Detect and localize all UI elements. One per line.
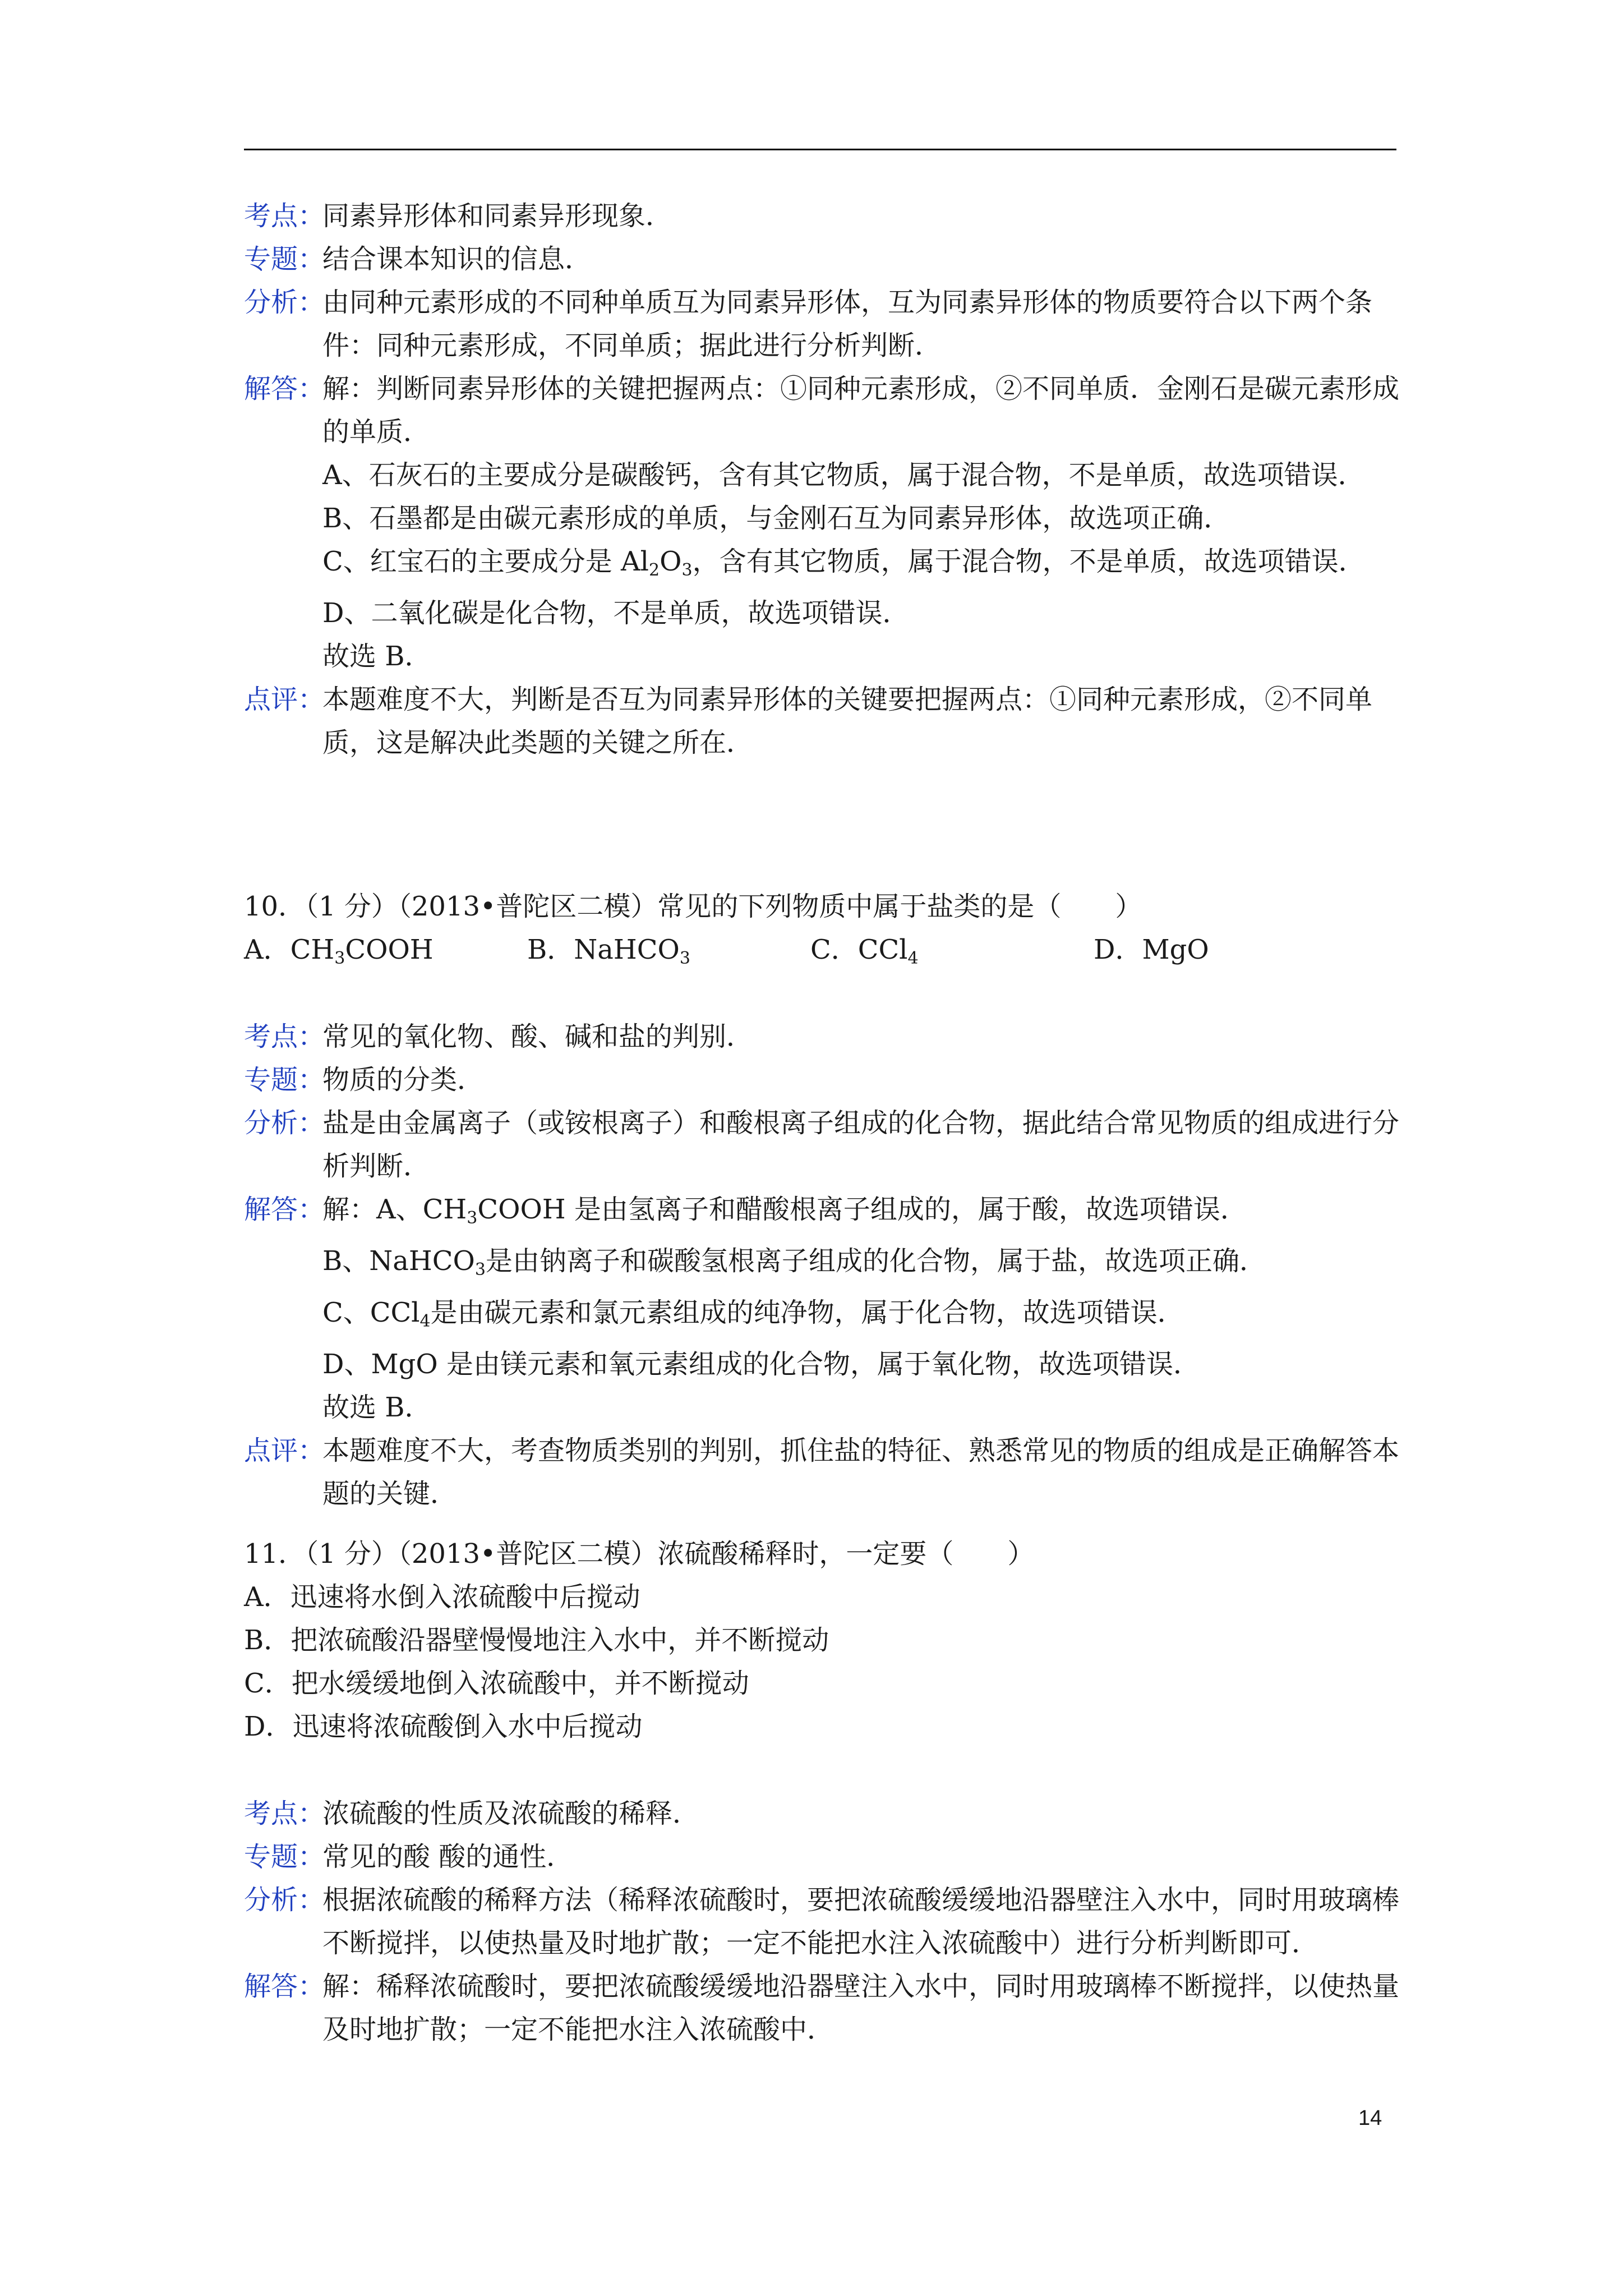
fenxi-text: 盐是由金属离子（或铵根离子）和酸根离子组成的化合物，据此结合常见物质的组成进行分析判断． xyxy=(322,1107,1400,1182)
dianping-text: 本题难度不大，判断是否互为同素异形体的关键要把握两点：①同种元素形成，②不同单质，这是解决此类题的关键之所在． xyxy=(322,684,1373,758)
q11-kaodian xyxy=(244,1792,1405,1835)
fenxi-label: 分析： xyxy=(244,287,325,318)
q9-fenxi xyxy=(244,281,1405,367)
subscript: 2 xyxy=(649,560,660,580)
q11-stem: 11．（1 分）（2013•普陀区二模）浓硫酸稀释时，一定要（ ） xyxy=(244,1538,1035,1570)
option-b xyxy=(527,928,810,980)
text: C．CCl xyxy=(810,934,908,965)
jieda-option-d: D、二氧化碳是化合物，不是单质，故选项错误． xyxy=(322,597,910,629)
subscript: 4 xyxy=(907,949,919,968)
subscript: 3 xyxy=(681,560,693,580)
zhuanti-label: 专题： xyxy=(244,1064,325,1096)
jieda-label: 解答： xyxy=(244,373,325,404)
dianping-label: 点评： xyxy=(244,1435,325,1466)
text: A．CH xyxy=(244,934,335,965)
header-rule xyxy=(244,149,1396,150)
text: 解：A、CH xyxy=(322,1194,467,1225)
option-d: D．迅速将浓硫酸倒入水中后搅动 xyxy=(244,1711,643,1742)
q10-analysis xyxy=(244,1015,1405,1516)
dianping-text: 本题难度不大，考查物质类别的判别，抓住盐的特征、熟悉常见的物质的组成是正确解答本题的关键． xyxy=(322,1435,1400,1510)
text: COOH 是由氢离子和醋酸根离子组成的，属于酸，故选项错误． xyxy=(477,1194,1247,1225)
kaodian-label: 考点： xyxy=(244,1021,325,1052)
fenxi-text: 由同种元素形成的不同种单质互为同素异形体，互为同素异形体的物质要符合以下两个条件：同种元素形成，不同单质；据此进行分析判断． xyxy=(322,287,1373,361)
kaodian-text: 浓硫酸的性质及浓硫酸的稀释． xyxy=(322,1798,700,1829)
zhuanti-text: 结合课本知识的信息． xyxy=(322,243,592,275)
subscript: 4 xyxy=(419,1312,431,1331)
text: O xyxy=(660,546,682,577)
kaodian-label: 考点： xyxy=(244,1798,325,1829)
kaodian-text: 常见的氧化物、酸、碱和盐的判别． xyxy=(322,1021,754,1052)
q11 xyxy=(244,1533,1405,1749)
q9-zhuanti xyxy=(244,238,1405,281)
q10 xyxy=(244,885,1405,980)
zhuanti-text: 物质的分类． xyxy=(322,1064,485,1096)
option-b: B．把浓硫酸沿器壁慢慢地注入水中，并不断搅动 xyxy=(244,1625,829,1656)
zhuanti-label: 专题： xyxy=(244,243,325,275)
q10-kaodian xyxy=(244,1015,1405,1059)
zhuanti-text: 常见的酸 酸的通性． xyxy=(322,1841,574,1872)
option-c: C．把水缓缓地倒入浓硫酸中，并不断搅动 xyxy=(244,1668,749,1699)
text: ，含有其它物质，属于混合物，不是单质，故选项错误． xyxy=(692,546,1366,577)
option-a: A．迅速将水倒入浓硫酸中后搅动 xyxy=(244,1581,640,1613)
jieda-option-c xyxy=(322,1291,1405,1343)
subscript: 3 xyxy=(467,1208,478,1228)
q11-jieda xyxy=(244,1965,1405,2051)
jieda-intro: 解：判断同素异形体的关键把握两点：①同种元素形成，②不同单质．金刚石是碳元素形成的单质． xyxy=(322,373,1400,448)
text: 是由钠离子和碳酸氢根离子组成的化合物，属于盐，故选项正确． xyxy=(485,1245,1266,1277)
q9-kaodian xyxy=(244,195,1405,238)
q10-dianping xyxy=(244,1429,1405,1516)
q9-dianping xyxy=(244,678,1405,765)
q10-stem: 10．（1 分）（2013•普陀区二模）常见的下列物质中属于盐类的是（ ） xyxy=(244,891,1142,922)
jieda-option-d: D、MgO 是由镁元素和氧元素组成的化合物，属于氧化物，故选项错误． xyxy=(322,1349,1200,1380)
text: C、CCl xyxy=(322,1297,420,1328)
q11-fenxi xyxy=(244,1879,1405,1965)
fenxi-text: 根据浓硫酸的稀释方法（稀释浓硫酸时，要把浓硫酸缓缓地沿器壁注入水中，同时用玻璃棒不断搅拌，以使热量及时地扩散；一定不能把水注入浓硫酸中）进行分析判断即可． xyxy=(322,1884,1400,1959)
dianping-label: 点评： xyxy=(244,684,325,715)
text: B．NaHCO xyxy=(527,934,680,965)
kaodian-label: 考点： xyxy=(244,200,325,232)
subscript: 3 xyxy=(679,949,690,968)
option-d: D．MgO xyxy=(1094,934,1209,965)
q11-zhuanti xyxy=(244,1835,1405,1879)
text: 是由碳元素和氯元素组成的纯净物，属于化合物，故选项错误． xyxy=(430,1297,1184,1328)
fenxi-label: 分析： xyxy=(244,1884,325,1916)
jieda-choice: 故选 B． xyxy=(322,641,432,672)
jieda-text: 解：稀释浓硫酸时，要把浓硫酸缓缓地沿器壁注入水中，同时用玻璃棒不断搅拌，以使热量及时地扩散；一定不能把水注入浓硫酸中． xyxy=(322,1971,1400,2045)
q10-fenxi xyxy=(244,1102,1405,1188)
jieda-label: 解答： xyxy=(244,1194,325,1225)
text: C、红宝石的主要成分是 Al xyxy=(322,546,649,577)
jieda-option-a xyxy=(322,1188,1405,1240)
q9-jieda xyxy=(244,367,1405,678)
kaodian-text: 同素异形体和同素异形现象． xyxy=(322,200,673,232)
option-a xyxy=(244,928,527,980)
subscript: 3 xyxy=(334,949,345,968)
jieda-label: 解答： xyxy=(244,1971,325,2002)
q9-analysis xyxy=(244,195,1405,765)
jieda-option-c xyxy=(322,540,1405,592)
page-number: 14 xyxy=(1358,2106,1382,2130)
option-c xyxy=(810,928,1094,980)
q10-options xyxy=(244,928,1405,980)
jieda-choice: 故选 B． xyxy=(322,1392,432,1423)
jieda-option-b xyxy=(322,1240,1405,1291)
fenxi-label: 分析： xyxy=(244,1107,325,1139)
text: COOH xyxy=(345,934,434,965)
jieda-option-b: B、石墨都是由碳元素形成的单质，与金刚石互为同素异形体，故选项正确． xyxy=(322,503,1231,534)
zhuanti-label: 专题： xyxy=(244,1841,325,1872)
q10-zhuanti xyxy=(244,1059,1405,1102)
jieda-option-a: A、石灰石的主要成分是碳酸钙，含有其它物质，属于混合物，不是单质，故选项错误． xyxy=(322,459,1365,491)
q11-analysis xyxy=(244,1792,1405,2051)
text: B、NaHCO xyxy=(322,1245,475,1277)
q10-jieda xyxy=(244,1188,1405,1429)
subscript: 3 xyxy=(474,1260,486,1280)
